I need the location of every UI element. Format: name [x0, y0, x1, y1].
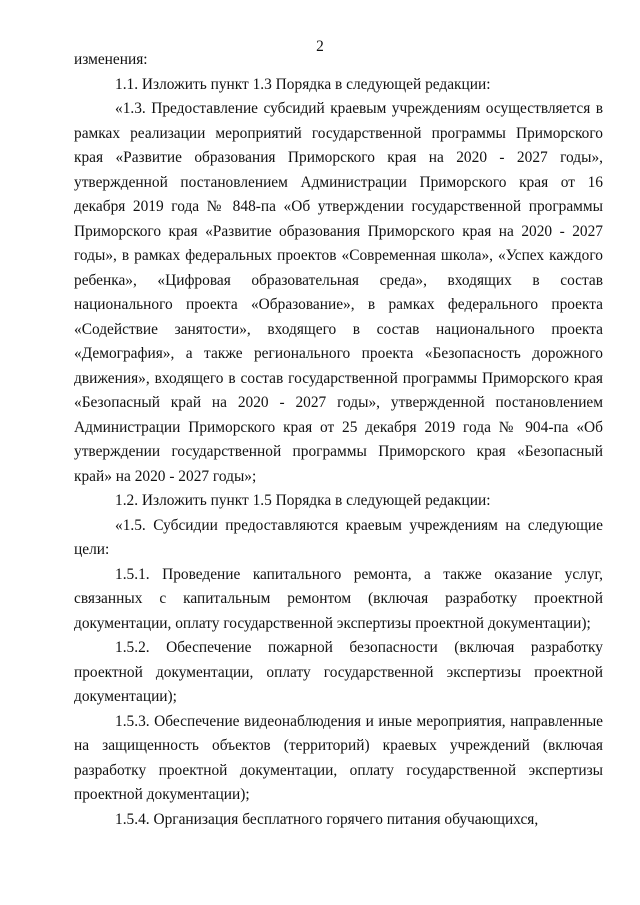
- paragraph-point-1-5-4: 1.5.4. Организация бесплатного горячего питания обучающихся,: [115, 810, 539, 828]
- paragraph-point-1-5-3: 1.5.3. Обеспечение видеонаблюдения и иные мероприятия, направленные на защищенность объектов (территорий) краевых учреждений (включая разработку проектной документации, оплату государственной экспертизы проектной документации);: [74, 712, 603, 803]
- paragraph-point-1-3: «1.3. Предоставление субсидий краевым учреждениям осуществляется в рамках реализации мероприятий государственной программы Приморского края «Развитие образования Приморского края на 2020 - 2027 годы», утвержденной постановлением Администрации Приморского края от 16 декабря 2019 года № 848-па «Об утверждении государственной программы Приморского края «Развитие образования Приморского края на 2020 - 2027 годы», в рамках федеральных проектов «Современная школа», «Успех каждого ребенка», «Цифровая образовательная среда», входящих в состав национального проекта «Образование», в рамках федерального проекта «Содействие занятости», входящего в состав национального проекта «Демография», а также регионального проекта «Безопасность дорожного движения», входящего в состав государственной программы Приморского края «Безопасный край на 2020 - 2027 годы», утвержденной постановлением Администрации Приморского края от 25 декабря 2019 года № 904-па «Об утверждении государственной программы Приморского края «Безопасный край» на 2020 - 2027 годы»;: [74, 100, 603, 485]
- paragraph-continuation: изменения:: [74, 51, 148, 68]
- paragraph-point-1-5-2: 1.5.2. Обеспечение пожарной безопасности (включая разработку проектной документации, оплату государственной экспертизы проектной документации);: [74, 639, 603, 705]
- document-body: [74, 48, 603, 832]
- page-number: 2: [316, 38, 324, 55]
- paragraph-item-1-1: 1.1. Изложить пункт 1.3 Порядка в следующей редакции:: [115, 75, 491, 93]
- paragraph-point-1-5: «1.5. Субсидии предоставляются краевым учреждениям на следующие цели:: [74, 516, 603, 558]
- paragraph-item-1-2: 1.2. Изложить пункт 1.5 Порядка в следующей редакции:: [115, 492, 491, 509]
- paragraph-point-1-5-1: 1.5.1. Проведение капитального ремонта, а также оказание услуг, связанных с капитальным ремонтом (включая разработку проектной документации, оплату государственной экспертизы проектной документации);: [74, 565, 603, 632]
